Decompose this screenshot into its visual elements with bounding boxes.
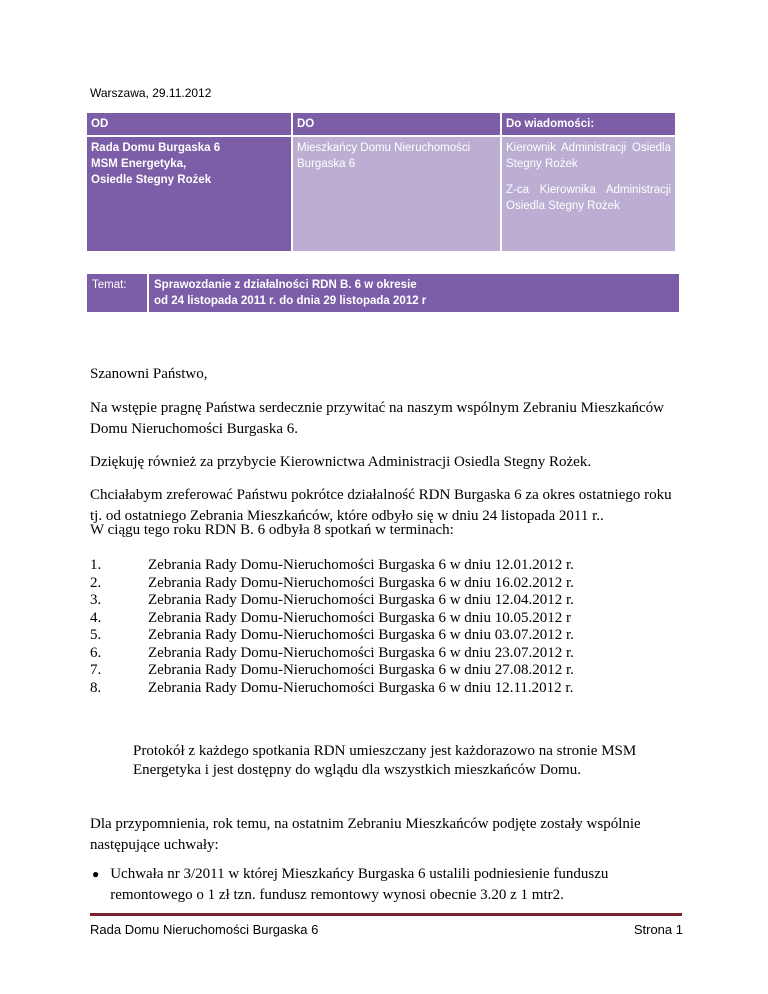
cc-cell — [502, 137, 675, 251]
paragraph-report-text: Chciałabym zreferować Państwu pokrótce działalność RDN Burgaska 6 za okres ostatniego roku tj. od ostatniego Zebrania Mieszkańców, które odbyło się w dniu 24 listopada 2011 r.. — [90, 487, 672, 524]
to-text: Mieszkańcy Domu Nieruchomości Burgaska 6 — [297, 142, 471, 170]
address-table — [85, 111, 677, 253]
from-header: OD — [87, 113, 291, 135]
meetings-list — [90, 557, 650, 697]
bullet-icon: ● — [92, 867, 100, 881]
topic-text — [149, 274, 679, 312]
list-item: 4. Zebrania Rady Domu-Nieruchomości Burgaska 6 w dniu 10.05.2012 r — [90, 609, 571, 626]
topic-line-2: od 24 listopada 2011 r. do dnia 29 listopada 2012 r — [154, 295, 427, 307]
topic-label: Temat: — [87, 274, 147, 312]
to-cell — [293, 137, 500, 251]
greeting — [90, 364, 680, 385]
list-item: 8. Zebrania Rady Domu-Nieruchomości Burgaska 6 w dniu 12.11.2012 r. — [90, 679, 574, 696]
paragraph-thanks-text: Dziękuję również za przybycie Kierownictwa Administracji Osiedla Stegny Rożek. — [90, 454, 592, 470]
footer-organization: Rada Domu Nieruchomości Burgaska 6 — [90, 922, 319, 937]
from-line-3: Osiedle Stegny Rożek — [91, 174, 212, 186]
to-header: DO — [293, 113, 500, 135]
list-item: 1. Zebrania Rady Domu-Nieruchomości Burgaska 6 w dniu 12.01.2012 r. — [90, 557, 574, 573]
cc-header: Do wiadomości: — [502, 113, 675, 135]
topic-line-1: Sprawozdanie z działalności RDN B. 6 w okresie — [154, 279, 417, 291]
list-item: 2. Zebrania Rady Domu-Nieruchomości Burgaska 6 w dniu 16.02.2012 r. — [90, 574, 574, 591]
cc-recipient-1: Kierownik Administracji Osiedla Stegny Rożek — [506, 142, 671, 170]
list-item: 3. Zebrania Rady Domu-Nieruchomości Burgaska 6 w dniu 12.04.2012 r. — [90, 592, 574, 608]
list-item: 6. Zebrania Rady Domu-Nieruchomości Burgaska 6 w dniu 23.07.2012 r. — [90, 644, 574, 661]
from-line-2: MSM Energetyka, — [91, 158, 187, 170]
paragraph-reminder — [90, 814, 680, 856]
resolutions-list — [90, 864, 690, 906]
paragraph-thanks — [90, 452, 680, 473]
from-line-1: Rada Domu Burgaska 6 — [91, 142, 221, 154]
topic-table — [85, 272, 681, 314]
list-item — [90, 864, 690, 906]
footer-rule — [90, 913, 682, 916]
paragraph-welcome-text: Na wstępie pragnę Państwa serdecznie przywitać na naszym wspólnym Zebraniu Mieszkańców Domu Nieruchomości Burgaska 6. — [90, 400, 664, 437]
paragraph-welcome — [90, 398, 680, 440]
paragraph-meetings-intro-text: W ciągu tego roku RDN B. 6 odbyła 8 spotkań w terminach: — [90, 522, 454, 538]
list-item: 5. Zebrania Rady Domu-Nieruchomości Burgaska 6 w dniu 03.07.2012 r. — [90, 627, 574, 643]
paragraph-reminder-text: Dla przypomnienia, rok temu, na ostatnim Zebraniu Mieszkańców podjęte zostały wspólnie następujące uchwały: — [90, 816, 641, 853]
cc-recipient-2: Z-ca Kierownika Administracji Osiedla Stegny Rożek — [506, 184, 671, 212]
greeting-text: Szanowni Państwo, — [90, 366, 208, 382]
document-date: Warszawa, 29.11.2012 — [90, 86, 212, 100]
from-cell — [87, 137, 291, 251]
page-number: Strona 1 — [633, 922, 683, 937]
paragraph-meetings-intro — [90, 520, 680, 541]
list-item: 7. Zebrania Rady Domu-Nieruchomości Burgaska 6 w dniu 27.08.2012 r. — [90, 662, 574, 678]
protocol-note: Protokół z każdego spotkania RDN umieszczany jest każdorazowo na stronie MSM Energetyka i jest dostępny do wglądu dla wszystkich mieszkańców Domu. — [133, 743, 637, 778]
resolution-text: Uchwała nr 3/2011 w której Mieszkańcy Burgaska 6 ustalili podniesienie funduszu remontowego o 1 zł tzn. fundusz remontowy wynosi obecnie 3.20 z 1 mtr2. — [110, 866, 609, 903]
